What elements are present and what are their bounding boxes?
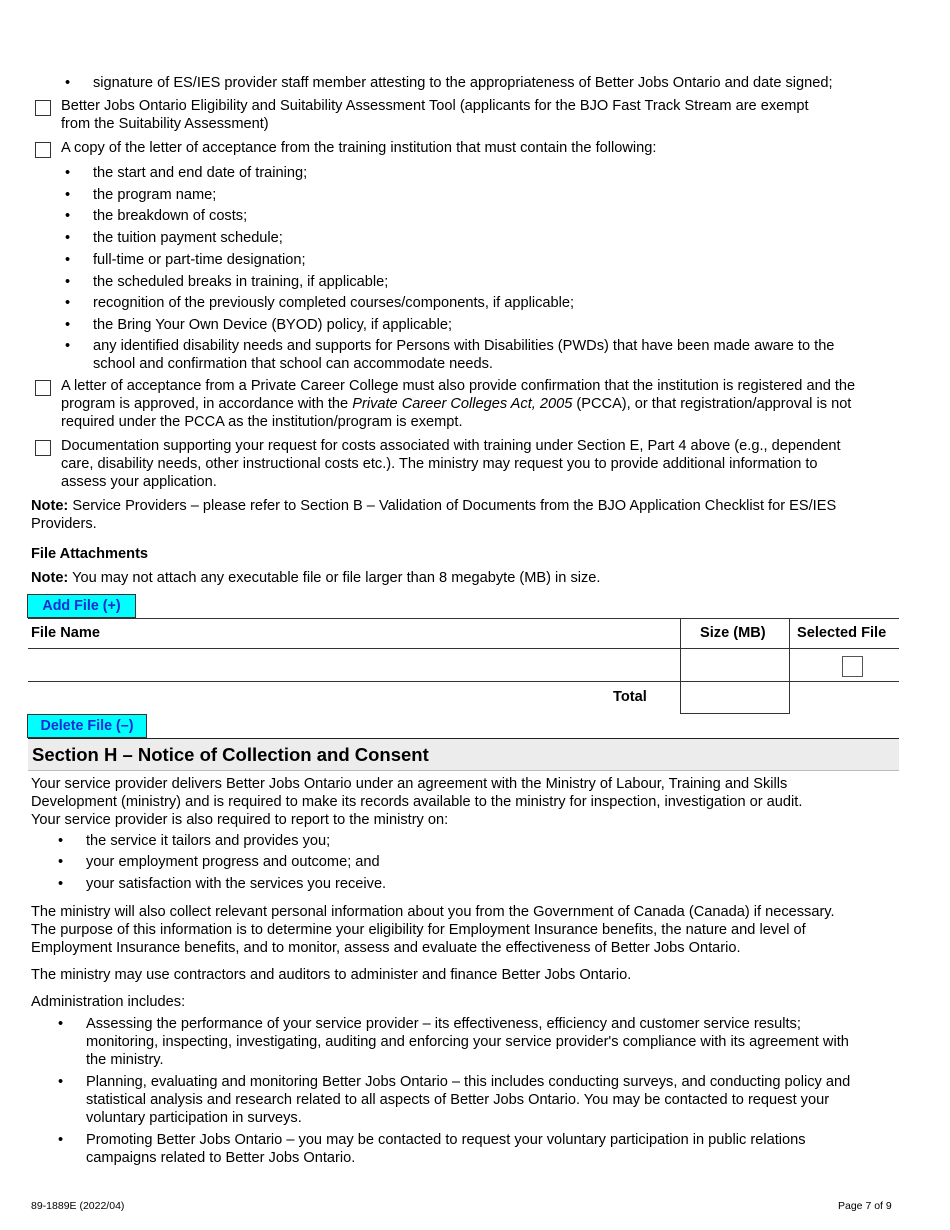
administration-intro: Administration includes: (31, 994, 186, 1010)
documentation-checkbox[interactable] (35, 440, 51, 456)
column-header-selected-file: Selected File (797, 625, 887, 641)
file-attachments-heading: File Attachments (31, 546, 149, 562)
column-header-size: Size (MB) (700, 625, 766, 641)
total-size-cell (681, 682, 788, 713)
file-size-cell[interactable] (681, 649, 788, 680)
checklist-item-assessment-tool: Better Jobs Ontario Eligibility and Suitability Assessment Tool (applicants for the BJO Fast Track Stream are exempt from the Suitability Assessment) (35, 97, 897, 133)
section-h-header (28, 738, 899, 771)
canada-paragraph: The ministry will also collect relevant personal information about you from the Government of Canada (Canada) if necessary. The purpose of this information is to determine your eligibility for Employment Insurance benefits, the nature and level of Employment Insurance benefits, and to monitor, assess and evaluate the effectiveness of Better Jobs Ontario. (31, 904, 835, 956)
selected-file-checkbox[interactable] (842, 656, 863, 677)
assessment-tool-checkbox[interactable] (35, 100, 51, 116)
form-page: • signature of ES/IES provider staff member attesting to the appropriateness of Better Jobs Ontario and date signed; Better Jobs Ontario Eligibility and Suitability Assessment Tool (applicants for the BJO Fast Track Stream are exempt from the Suitability Assessment) A copy of the letter of acceptance from the training institution that must contain the following: • the start and end date of training; • the program name; • the breakdown of costs; • the tuition payment schedule; • full-time or part-time designation; • the scheduled breaks in training, if applicable; • recognition of the previously completed courses/components, if applicable; • the Bring Your Own Device (BYOD) policy, if applicable; • any identified disability needs and supports for Persons with Disabilities (PWDs) that have been made aware to the school and confirmation that school can accommodate needs. A letter of acceptance from a Private Career College must also provide confirmation that the institution is registered and the program is approved, in accordance with the Private Career Colleges Act, 2005 (PCCA), or that registration/approval is not required under the PCCA as the institution/program is exempt. Documentation supporting your request for costs associated with training under Section E, Part 4 above (e.g., dependent care, disability needs, other instructional costs etc.). The ministry may request you to provide additional information to assess your application. Note: Service Providers – please refer to Section B – Validation of Documents from the BJO Application Checklist for ES/IES Providers. File Attachments Note: You may not attach any executable file or file larger than 8 megabyte (MB) in size. Add File (+) File Name Size (MB) Selected File Total Delete File (–) Section H – Notice of Collection and Consent Your service provider delivers Better Jobs Ontario under an agreement with the Ministry of Labour, Training and Skills Development (ministry) and is required to make its records available to the ministry for inspection, investigation or audit. Your service provider is also required to report to the ministry on: • the service it tailors and provides you; • your employment progress and outcome; and • your satisfaction with the services you receive. The ministry will also collect relevant personal information about you from the Government of Canada (Canada) if necessary. The purpose of this information is to determine your eligibility for Employment Insurance benefits, the nature and level of Employment Insurance benefits, and to monitor, assess and evaluate the effectiveness of Better Jobs Ontario. The ministry may use contractors and auditors to administer and finance Better Jobs Ontario. Administration includes: • Assessing the performance of your service provider – its effectiveness, efficiency and customer service results; monitoring, inspecting, investigating, auditing and enforcing your service provider's compliance with its agreement with the ministry. • Planning, evaluating and monitoring Better Jobs Ontario – this includes conducting surveys, and conducting policy and statistical analysis and research related to all aspects of Better Jobs Ontario. You may be contacted to request your voluntary participation in surveys. • Promoting Better Jobs Ontario – you may be contacted to request your voluntary participation in public relations campaigns related to Better Jobs Ontario. 89-1889E (2022/04) Page 7 of 9 (0, 0, 950, 1230)
letter-of-acceptance-checkbox[interactable] (35, 142, 51, 158)
total-label: Total (613, 689, 647, 705)
contractors-paragraph: The ministry may use contractors and auditors to administer and finance Better Jobs Ontario. (31, 967, 632, 983)
file-name-cell[interactable] (29, 649, 679, 680)
section-h-intro: Your service provider delivers Better Jobs Ontario under an agreement with the Ministry of Labour, Training and Skills Development (ministry) and is required to make its records available to the ministry for inspection, investigation or audit. Your service provider is also required to report to the ministry on: (31, 776, 803, 828)
checklist-item-letter-of-acceptance: A copy of the letter of acceptance from the training institution that must contain the following: (35, 139, 897, 157)
delete-file-button[interactable]: Delete File (–) (27, 714, 147, 738)
column-header-file-name: File Name (31, 625, 100, 641)
page-number: Page 7 of 9 (838, 1200, 892, 1212)
attachment-note: Note: You may not attach any executable file or file larger than 8 megabyte (MB) in size. (31, 570, 601, 586)
section-h-title: Section H – Notice of Collection and Consent (32, 744, 429, 765)
form-number: 89-1889E (2022/04) (31, 1200, 125, 1212)
service-provider-note: Note: Service Providers – please refer to Section B – Validation of Documents from the BJO Application Checklist for ES/IES Providers. (31, 498, 837, 532)
add-file-button[interactable]: Add File (+) (27, 594, 136, 618)
checklist-item-private-career-college: A letter of acceptance from a Private Career College must also provide confirmation that the institution is registered and the program is approved, in accordance with the Private Career Colleges Act, 2005 (PCCA), or that registration/approval is not required under the PCCA as the institution/program is exempt. (35, 377, 897, 431)
private-career-college-checkbox[interactable] (35, 380, 51, 396)
checklist-item-documentation: Documentation supporting your request for costs associated with training under Section E, Part 4 above (e.g., dependent care, disability needs, other instructional costs etc.). The ministry may request you to provide additional information to assess your application. (35, 437, 897, 491)
